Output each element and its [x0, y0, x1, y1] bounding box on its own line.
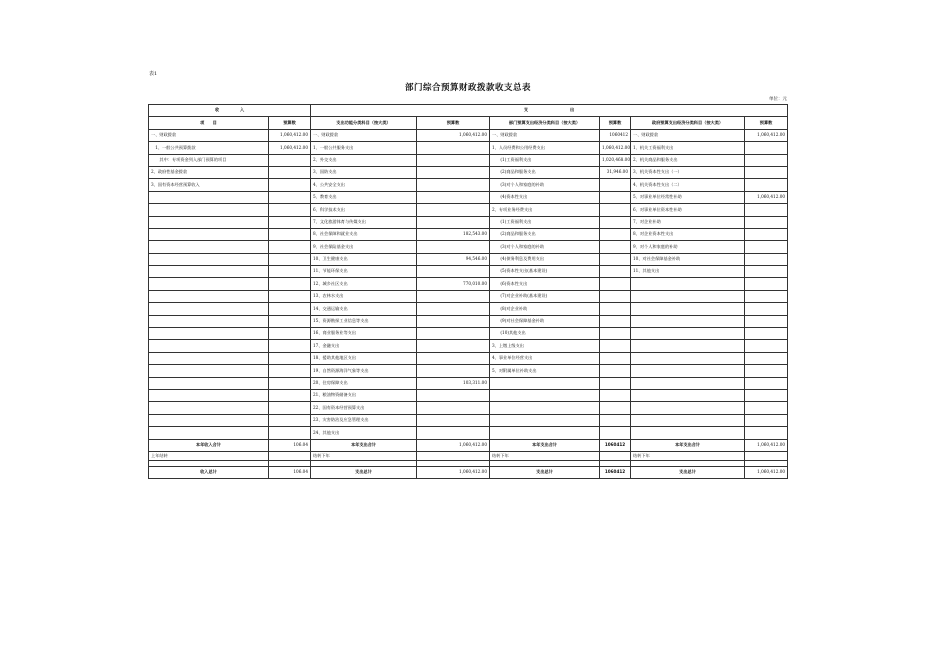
item-name-cell: (8)对企业补助	[490, 303, 600, 315]
item-name-cell	[631, 352, 745, 364]
budget-value-cell	[745, 402, 788, 414]
item-name-cell	[149, 191, 269, 203]
table-row	[149, 352, 788, 364]
header-row-columns	[149, 117, 788, 129]
year-expense-total-label: 本年支出合计	[311, 439, 417, 451]
budget-value-cell	[417, 191, 490, 203]
col-header-dept-economic-class: 部门预算支出经济分类科目（按大类）	[490, 117, 600, 129]
item-name-cell	[149, 241, 269, 253]
item-name-cell	[149, 315, 269, 327]
budget-value-cell	[745, 315, 788, 327]
budget-value-cell	[269, 241, 311, 253]
budget-value-cell: 1,060,412.00	[600, 142, 631, 154]
table-row	[149, 290, 788, 302]
budget-value-cell	[269, 166, 311, 178]
table-row	[149, 389, 788, 401]
budget-value-cell	[269, 414, 311, 426]
budget-value-cell	[745, 414, 788, 426]
item-name-cell	[631, 303, 745, 315]
budget-value-cell	[745, 278, 788, 290]
budget-value-cell	[417, 340, 490, 352]
budget-value-cell	[417, 290, 490, 302]
table-row	[149, 278, 788, 290]
budget-value-cell	[745, 166, 788, 178]
budget-value-cell: 1,060,412.00	[417, 129, 490, 141]
item-name-cell	[149, 328, 269, 340]
item-name-cell: 8、对企业资本性支出	[631, 228, 745, 240]
item-name-cell: 14、交通运输支出	[311, 303, 417, 315]
budget-value-cell	[417, 328, 490, 340]
expense-grand-total-value: 1,060,412.00	[745, 466, 788, 478]
item-name-cell: 5、对附属单位补助支出	[490, 365, 600, 377]
budget-value-cell	[269, 328, 311, 340]
item-name-cell: 6、对事业单位资本性补助	[631, 204, 745, 216]
item-name-cell: 6、科学技术支出	[311, 204, 417, 216]
col-header-budget: 预算数	[600, 117, 631, 129]
item-name-cell: 11、其他支出	[631, 266, 745, 278]
table-row	[149, 315, 788, 327]
item-name-cell: 10、卫生健康支出	[311, 253, 417, 265]
item-name-cell: 10、对社会保障基金补助	[631, 253, 745, 265]
budget-value-cell: 770,010.00	[417, 278, 490, 290]
budget-value-cell	[417, 142, 490, 154]
item-name-cell	[631, 328, 745, 340]
budget-value-cell	[600, 216, 631, 228]
carry-next-value	[745, 451, 788, 460]
item-name-cell: 1、一般公共服务支出	[311, 142, 417, 154]
item-name-cell: 2、机关商品和服务支出	[631, 154, 745, 166]
budget-value-cell	[745, 179, 788, 191]
budget-value-cell	[269, 377, 311, 389]
budget-value-cell	[600, 414, 631, 426]
budget-value-cell	[745, 365, 788, 377]
budget-value-cell	[745, 154, 788, 166]
carry-next-value	[417, 451, 490, 460]
budget-value-cell	[269, 266, 311, 278]
expense-section-header: 支 出	[311, 105, 788, 117]
item-name-cell: (2)商品和服务支出	[490, 166, 600, 178]
item-name-cell: 12、城乡社区支出	[311, 278, 417, 290]
budget-value-cell	[745, 328, 788, 340]
item-name-cell	[149, 278, 269, 290]
table-row	[149, 154, 788, 166]
item-name-cell	[149, 377, 269, 389]
budget-value-cell: 1,060,412.00	[745, 129, 788, 141]
budget-value-cell	[417, 389, 490, 401]
budget-value-cell	[269, 216, 311, 228]
item-name-cell	[149, 290, 269, 302]
budget-value-cell	[269, 340, 311, 352]
income-grand-total-value: 106.04	[269, 466, 311, 478]
item-name-cell	[149, 414, 269, 426]
table-row	[149, 142, 788, 154]
item-name-cell: 3、国防支出	[311, 166, 417, 178]
budget-value-cell	[269, 253, 311, 265]
table-row	[149, 216, 788, 228]
budget-value-cell: 103,311.00	[417, 377, 490, 389]
carry-next-label: 结转下年	[631, 451, 745, 460]
item-name-cell: 3、国有资本经营预算收入	[149, 179, 269, 191]
item-name-cell: (1)工资福利支出	[490, 154, 600, 166]
budget-value-cell	[417, 427, 490, 439]
col-header-budget: 预算数	[269, 117, 311, 129]
item-name-cell	[631, 365, 745, 377]
budget-value-cell	[417, 204, 490, 216]
expense-grand-total-value: 1060412	[600, 466, 631, 478]
item-name-cell	[631, 389, 745, 401]
item-name-cell	[490, 389, 600, 401]
item-name-cell: 2、外交支出	[311, 154, 417, 166]
carry-next-value	[600, 451, 631, 460]
budget-value-cell	[417, 216, 490, 228]
budget-value-cell	[417, 166, 490, 178]
budget-value-cell: 1,060,412.00	[269, 129, 311, 141]
last-year-carry-label: 上年结转	[149, 451, 269, 460]
item-name-cell: 13、农林水支出	[311, 290, 417, 302]
budget-value-cell	[600, 340, 631, 352]
item-name-cell	[631, 340, 745, 352]
item-name-cell	[149, 365, 269, 377]
budget-value-cell	[269, 315, 311, 327]
table-row	[149, 340, 788, 352]
header-row-section	[149, 105, 788, 117]
budget-summary-table	[148, 104, 788, 479]
budget-value-cell	[600, 303, 631, 315]
year-total-row	[149, 439, 788, 451]
budget-value-cell: 1,060,412.00	[269, 142, 311, 154]
budget-value-cell	[600, 315, 631, 327]
item-name-cell: 5、教育支出	[311, 191, 417, 203]
item-name-cell: 8、社会保障和就业支出	[311, 228, 417, 240]
budget-value-cell	[600, 191, 631, 203]
item-name-cell: (1)工资福利支出	[490, 216, 600, 228]
expense-grand-total-label: 支出总计	[631, 466, 745, 478]
budget-value-cell	[269, 154, 311, 166]
item-name-cell: (10)其他支出	[490, 328, 600, 340]
item-name-cell: 3、上缴上级支出	[490, 340, 600, 352]
item-name-cell: (4)资本性支出	[490, 191, 600, 203]
item-name-cell: 4、机关资本性支出（二）	[631, 179, 745, 191]
item-name-cell	[631, 377, 745, 389]
item-name-cell	[149, 303, 269, 315]
item-name-cell	[631, 315, 745, 327]
table-row	[149, 402, 788, 414]
item-name-cell: (4)债务利息及费用支出	[490, 253, 600, 265]
table-row	[149, 414, 788, 426]
item-name-cell: 17、金融支出	[311, 340, 417, 352]
table-row	[149, 365, 788, 377]
budget-value-cell	[417, 154, 490, 166]
item-name-cell: 一、财政拨款	[149, 129, 269, 141]
budget-value-cell	[269, 389, 311, 401]
budget-value-cell	[745, 216, 788, 228]
budget-value-cell	[745, 241, 788, 253]
budget-value-cell	[745, 253, 788, 265]
item-name-cell: 7、对企业补助	[631, 216, 745, 228]
item-name-cell	[631, 402, 745, 414]
budget-value-cell	[745, 377, 788, 389]
item-name-cell	[149, 266, 269, 278]
item-name-cell	[149, 352, 269, 364]
budget-value-cell	[600, 328, 631, 340]
budget-value-cell	[269, 191, 311, 203]
item-name-cell	[149, 204, 269, 216]
item-name-cell	[149, 253, 269, 265]
budget-value-cell	[417, 315, 490, 327]
item-name-cell: 9、社会保险基金支出	[311, 241, 417, 253]
last-year-carry-value	[269, 451, 311, 460]
unit-label: 单位：元	[769, 97, 787, 102]
carry-next-label: 结转下年	[490, 451, 600, 460]
budget-value-cell: 1060412	[600, 129, 631, 141]
item-name-cell: 24、其他支出	[311, 427, 417, 439]
table-row	[149, 427, 788, 439]
budget-value-cell	[745, 352, 788, 364]
item-name-cell: (9)对社会保障基金补助	[490, 315, 600, 327]
income-grand-total-label: 收入总计	[149, 466, 269, 478]
budget-value-cell	[417, 303, 490, 315]
budget-value-cell	[600, 377, 631, 389]
item-name-cell: 1、人员经费和公用经费支出	[490, 142, 600, 154]
item-name-cell: 1、机关工资福利支出	[631, 142, 745, 154]
budget-value-cell	[417, 352, 490, 364]
item-name-cell: 其中：专项资金列入部门预算的项目	[149, 154, 269, 166]
col-header-item: 项 目	[149, 117, 269, 129]
col-header-budget: 预算数	[417, 117, 490, 129]
item-name-cell: 1、一般公共预算拨款	[149, 142, 269, 154]
budget-value-cell	[745, 340, 788, 352]
col-header-function-class: 支出功能分类科目（按大类）	[311, 117, 417, 129]
table-row	[149, 266, 788, 278]
budget-value-cell	[269, 290, 311, 302]
budget-value-cell	[600, 402, 631, 414]
budget-value-cell	[269, 427, 311, 439]
expense-grand-total-label: 支出总计	[311, 466, 417, 478]
item-name-cell: 16、商业服务业等支出	[311, 328, 417, 340]
item-name-cell: 一、财政拨款	[311, 129, 417, 141]
grand-total-row	[149, 466, 788, 478]
item-name-cell: 4、公共安全支出	[311, 179, 417, 191]
item-name-cell: 19、自然资源海洋气象等支出	[311, 365, 417, 377]
year-expense-total-value: 1,060,412.00	[417, 439, 490, 451]
item-name-cell: 2、政府性基金拨款	[149, 166, 269, 178]
year-expense-total-value: 1060412	[600, 439, 631, 451]
budget-value-cell	[269, 303, 311, 315]
year-income-total-value: 106.04	[269, 439, 311, 451]
budget-value-cell	[600, 352, 631, 364]
col-header-gov-economic-class: 政府预算支出经济分类科目（按大类）	[631, 117, 745, 129]
item-name-cell: 20、住房保障支出	[311, 377, 417, 389]
item-name-cell	[149, 427, 269, 439]
table-row	[149, 166, 788, 178]
table-number-label: 表1	[149, 71, 158, 77]
budget-value-cell: 31,946.00	[600, 166, 631, 178]
budget-value-cell	[600, 389, 631, 401]
item-name-cell	[490, 377, 600, 389]
budget-value-cell	[745, 266, 788, 278]
table-row	[149, 241, 788, 253]
year-expense-total-label: 本年支出合计	[490, 439, 600, 451]
budget-value-cell	[417, 402, 490, 414]
item-name-cell: 11、节能环保支出	[311, 266, 417, 278]
item-name-cell: 7、文化旅游体育与传媒支出	[311, 216, 417, 228]
budget-value-cell	[417, 266, 490, 278]
budget-value-cell	[269, 204, 311, 216]
budget-value-cell	[600, 253, 631, 265]
budget-value-cell	[600, 204, 631, 216]
item-name-cell	[490, 427, 600, 439]
item-name-cell: (5)资本性支出(基本建设)	[490, 266, 600, 278]
budget-value-cell	[600, 241, 631, 253]
budget-value-cell	[600, 427, 631, 439]
item-name-cell: 15、资源勘探工业信息等支出	[311, 315, 417, 327]
budget-value-cell: 94,546.00	[417, 253, 490, 265]
budget-value-cell	[269, 402, 311, 414]
col-header-budget: 预算数	[745, 117, 788, 129]
budget-value-cell	[745, 142, 788, 154]
item-name-cell: 21、粮油物资储备支出	[311, 389, 417, 401]
expense-grand-total-label: 支出总计	[490, 466, 600, 478]
budget-value-cell	[745, 427, 788, 439]
item-name-cell: (3)对个人和家庭的补助	[490, 179, 600, 191]
item-name-cell	[631, 278, 745, 290]
budget-value-cell	[745, 204, 788, 216]
year-expense-total-label: 本年支出合计	[631, 439, 745, 451]
item-name-cell: (3)对个人和家庭的补助	[490, 241, 600, 253]
item-name-cell: 22、国有资本经营预算支出	[311, 402, 417, 414]
budget-value-cell	[600, 266, 631, 278]
page-title: 部门综合预算财政拨款收支总表	[404, 83, 531, 93]
year-income-total-label: 本年收入合计	[149, 439, 269, 451]
item-name-cell: 2、专项业务经费支出	[490, 204, 600, 216]
item-name-cell: 一、财政拨款	[490, 129, 600, 141]
budget-value-cell: 1,020,468.00	[600, 154, 631, 166]
budget-value-cell	[417, 414, 490, 426]
budget-value-cell	[600, 365, 631, 377]
item-name-cell	[631, 290, 745, 302]
budget-value-cell	[417, 179, 490, 191]
budget-value-cell	[745, 389, 788, 401]
carry-row	[149, 451, 788, 460]
item-name-cell: 9、对个人和家庭的补助	[631, 241, 745, 253]
item-name-cell	[149, 228, 269, 240]
carry-next-label: 结转下年	[311, 451, 417, 460]
budget-value-cell	[417, 241, 490, 253]
budget-value-cell	[745, 290, 788, 302]
budget-value-cell	[600, 290, 631, 302]
expense-grand-total-value: 1,060,412.00	[417, 466, 490, 478]
item-name-cell	[149, 216, 269, 228]
item-name-cell	[490, 402, 600, 414]
item-name-cell: 5、对事业单位经常性补助	[631, 191, 745, 203]
table-row	[149, 191, 788, 203]
item-name-cell: (7)对企业补助(基本建设)	[490, 290, 600, 302]
item-name-cell: (2)商品和服务支出	[490, 228, 600, 240]
item-name-cell: 23、灾害防治及应急管理支出	[311, 414, 417, 426]
item-name-cell	[149, 402, 269, 414]
item-name-cell: 4、事业单位经营支出	[490, 352, 600, 364]
table-row	[149, 377, 788, 389]
item-name-cell	[490, 414, 600, 426]
item-name-cell: 3、机关资本性支出（一）	[631, 166, 745, 178]
table-row	[149, 129, 788, 141]
item-name-cell	[149, 389, 269, 401]
budget-value-cell: 1,060,412.00	[745, 191, 788, 203]
table-row	[149, 303, 788, 315]
income-section-header: 收 入	[149, 105, 311, 117]
year-expense-total-value: 1,060,412.00	[745, 439, 788, 451]
budget-value-cell	[269, 352, 311, 364]
budget-value-cell	[600, 278, 631, 290]
item-name-cell	[631, 427, 745, 439]
budget-value-cell	[269, 278, 311, 290]
budget-value-cell	[600, 179, 631, 191]
budget-value-cell	[745, 228, 788, 240]
budget-value-cell	[745, 303, 788, 315]
table-row	[149, 228, 788, 240]
item-name-cell: 18、援助其他地区支出	[311, 352, 417, 364]
table-row	[149, 253, 788, 265]
budget-value-cell	[600, 228, 631, 240]
item-name-cell: 一、财政拨款	[631, 129, 745, 141]
table-row	[149, 328, 788, 340]
budget-value-cell	[269, 228, 311, 240]
budget-value-cell	[269, 179, 311, 191]
table-row	[149, 179, 788, 191]
item-name-cell: (6)资本性支出	[490, 278, 600, 290]
table-row	[149, 204, 788, 216]
budget-value-cell: 182,543.00	[417, 228, 490, 240]
item-name-cell	[149, 340, 269, 352]
budget-value-cell	[417, 365, 490, 377]
item-name-cell	[631, 414, 745, 426]
budget-value-cell	[269, 365, 311, 377]
